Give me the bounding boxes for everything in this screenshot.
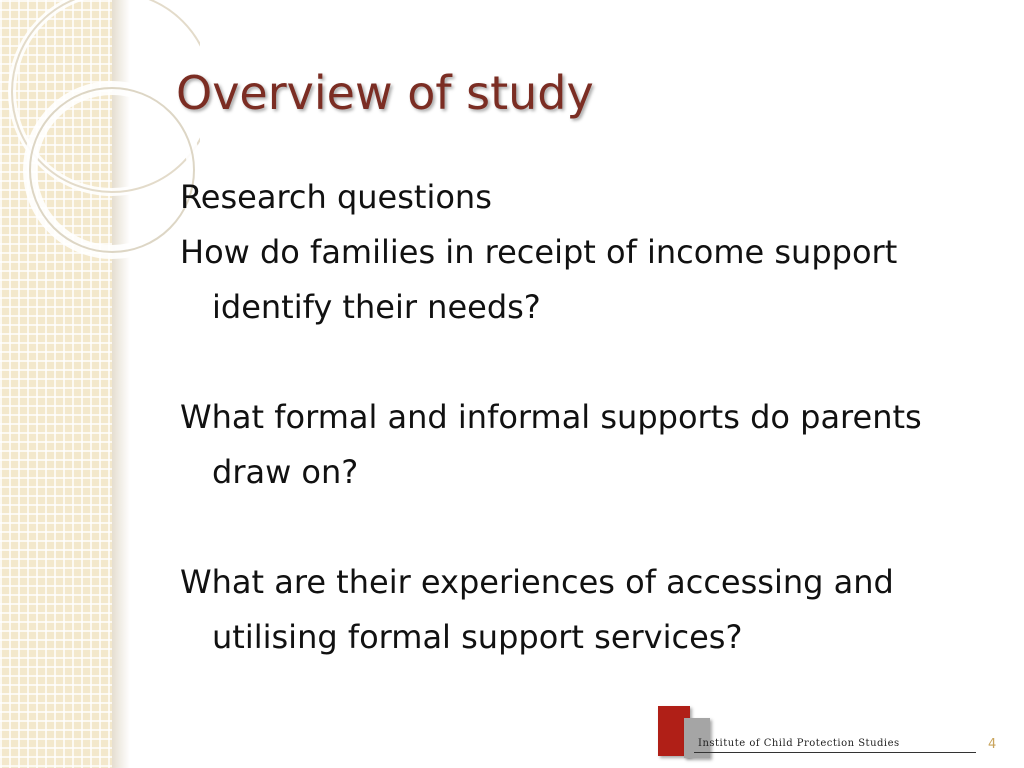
page-number: 4 bbox=[988, 737, 997, 752]
slide-title: Overview of study bbox=[176, 66, 594, 120]
institute-logo bbox=[658, 706, 978, 762]
question-1: How do families in receipt of income support identify their needs? bbox=[180, 233, 898, 326]
question-2: What formal and informal supports do parents draw on? bbox=[180, 398, 922, 491]
blank-line bbox=[180, 335, 970, 390]
decorative-rings bbox=[0, 0, 200, 260]
blank-line bbox=[180, 500, 970, 555]
logo-underline bbox=[694, 752, 976, 753]
logo-text: Institute of Child Protection Studies bbox=[698, 738, 900, 749]
research-questions-heading: Research questions bbox=[180, 178, 492, 216]
slide-body bbox=[180, 170, 970, 665]
question-3: What are their experiences of accessing and utilising formal support services? bbox=[180, 563, 894, 656]
